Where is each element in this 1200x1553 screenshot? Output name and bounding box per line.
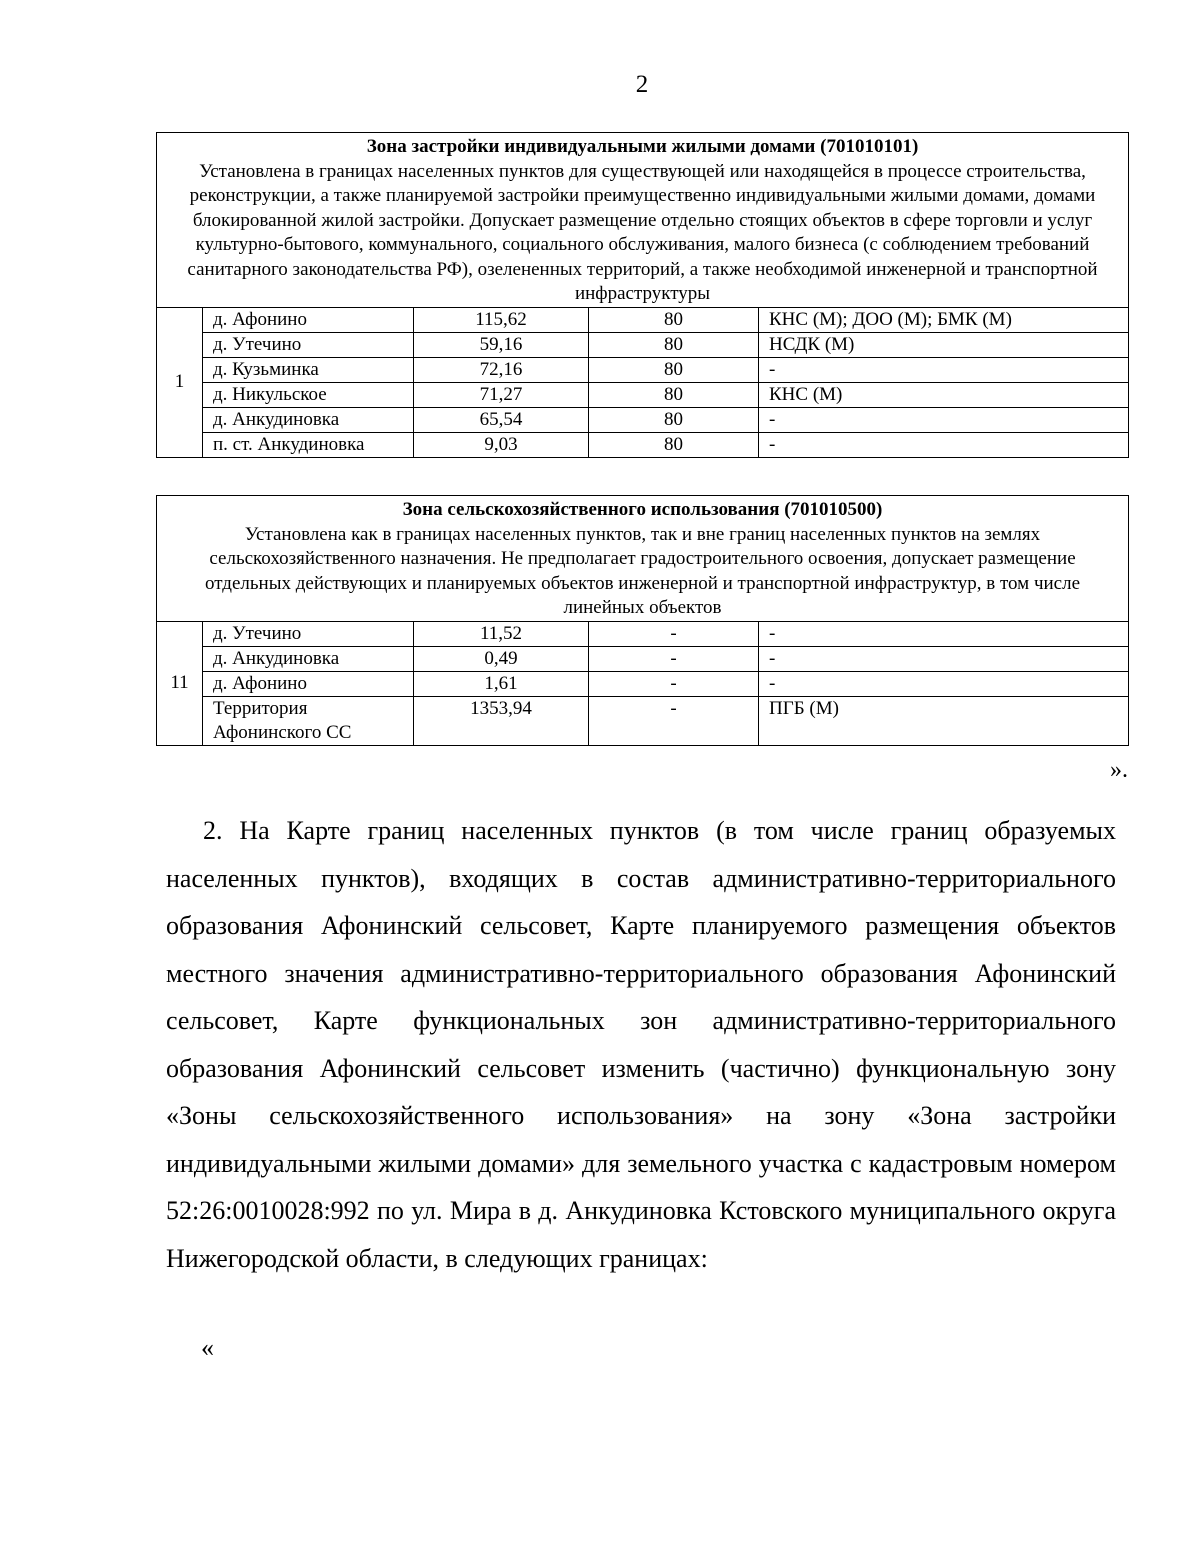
zone-header (157, 133, 1129, 308)
percent-cell: - (589, 646, 759, 671)
objects-cell: НСДК (М) (759, 332, 1129, 357)
objects-cell: - (759, 407, 1129, 432)
settlement-cell: д. Афонино (203, 671, 414, 696)
settlement-cell: д. Утечино (203, 332, 414, 357)
zone-number: 1 (157, 307, 203, 457)
table-row (157, 307, 1129, 332)
percent-cell: 80 (589, 332, 759, 357)
objects-cell: - (759, 671, 1129, 696)
percent-cell: - (589, 621, 759, 646)
percent-cell: - (589, 696, 759, 745)
area-cell: 11,52 (414, 621, 589, 646)
area-cell: 115,62 (414, 307, 589, 332)
settlement-cell: Территория Афонинского СС (203, 696, 414, 745)
zone-title: Зона застройки индивидуальными жилыми домами (701010101) (366, 136, 919, 157)
settlement-cell: д. Кузьминка (203, 357, 414, 382)
objects-cell: - (759, 646, 1129, 671)
area-cell: 71,27 (414, 382, 589, 407)
table-row (157, 357, 1129, 382)
zone-header (157, 496, 1129, 622)
zone-title: Зона сельскохозяйственного использования (701010500) (402, 499, 883, 520)
area-cell: 59,16 (414, 332, 589, 357)
zone-description: Установлена в границах населенных пунктов для существующей или находящейся в процессе строительства, реконструкции, а также планируемой застройки преимущественно индивидуальными жилыми домами, домами блокированной жилой застройки. Допускает размещение отдельно стоящих объектов в сфере торговли и услуг культурно-бытового, коммунального, социального обслуживания, малого бизнеса (с соблюдением требований санитарного законодательства РФ), озелененных территорий, а также необходимой инженерной и транспортной инфраструктуры (187, 160, 1098, 304)
objects-cell: - (759, 621, 1129, 646)
zone-table-agricultural (156, 495, 1129, 746)
objects-cell: ПГБ (М) (759, 696, 1129, 745)
area-cell: 65,54 (414, 407, 589, 432)
objects-cell: КНС (М); ДОО (М); БМК (М) (759, 307, 1129, 332)
settlement-cell: д. Анкудиновка (203, 407, 414, 432)
zone-description: Установлена как в границах населенных пунктов, так и вне границ населенных пунктов на землях сельскохозяйственного назначения. Не предполагает градостроительного освоения, допускает размещение отдельных действующих и планируемых объектов инженерной и транспортной инфраструктур, в том числе линейных объектов (204, 523, 1081, 618)
table-row (157, 696, 1129, 745)
settlement-cell: д. Афонино (203, 307, 414, 332)
percent-cell: 80 (589, 382, 759, 407)
zone-number: 11 (157, 621, 203, 745)
table-row (157, 671, 1129, 696)
table-row (157, 621, 1129, 646)
objects-cell: - (759, 357, 1129, 382)
percent-cell: 80 (589, 357, 759, 382)
area-cell: 72,16 (414, 357, 589, 382)
opening-quote: « (201, 1333, 214, 1362)
zone-header-row (157, 133, 1129, 308)
objects-cell: КНС (М) (759, 382, 1129, 407)
table-row (157, 382, 1129, 407)
closing-quote: ». (1110, 757, 1128, 783)
percent-cell: 80 (589, 432, 759, 457)
percent-cell: - (589, 671, 759, 696)
zone-header-row (157, 496, 1129, 622)
area-cell: 1353,94 (414, 696, 589, 745)
zone-table-residential (156, 132, 1129, 458)
page-number: 2 (635, 71, 649, 98)
area-cell: 0,49 (414, 646, 589, 671)
settlement-cell: д. Утечино (203, 621, 414, 646)
area-cell: 9,03 (414, 432, 589, 457)
table-row (157, 432, 1129, 457)
table-row (157, 332, 1129, 357)
settlement-cell: д. Никульское (203, 382, 414, 407)
settlement-cell: п. ст. Анкудиновка (203, 432, 414, 457)
percent-cell: 80 (589, 407, 759, 432)
area-cell: 1,61 (414, 671, 589, 696)
settlement-cell: д. Анкудиновка (203, 646, 414, 671)
percent-cell: 80 (589, 307, 759, 332)
amendment-paragraph: 2. На Карте границ населенных пунктов (в том числе границ образуемых населенных пунктов), входящих в состав административно-территориального образования Афонинский сельсовет, Карте планируемого размещения объектов местного значения административно-территориального образования Афонинский сельсовет, Карте функциональных зон административно-территориального образования Афонинский сельсовет изменить (частично) функциональную зону «Зоны сельскохозяйственного использования» на зону «Зона застройки индивидуальными жилыми домами» для земельного участка с кадастровым номером 52:26:0010028:992 по ул. Мира в д. Анкудиновка Кстовского муниципального округа Нижегородской области, в следующих границах: (166, 816, 1116, 1273)
table-row (157, 407, 1129, 432)
objects-cell: - (759, 432, 1129, 457)
table-row (157, 646, 1129, 671)
